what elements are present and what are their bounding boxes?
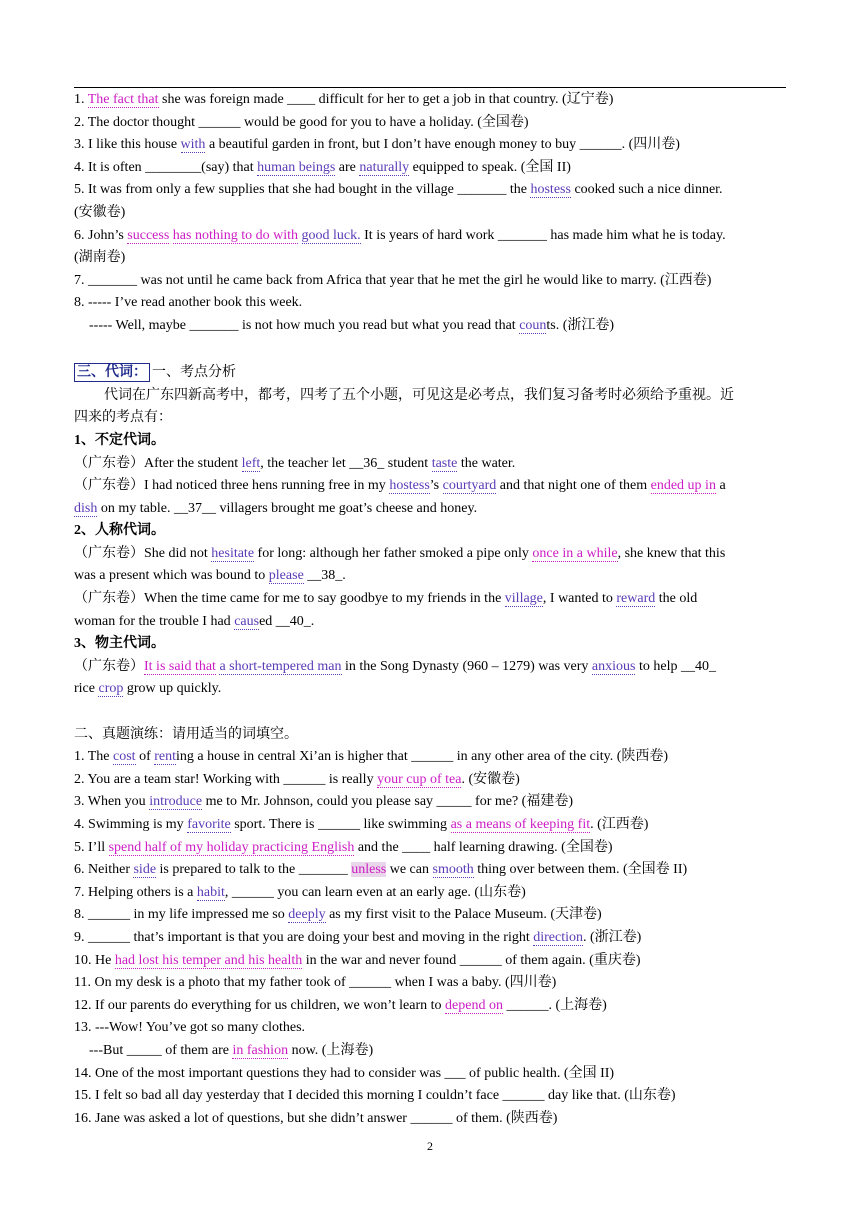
text-line <box>74 179 790 202</box>
text-line <box>74 746 790 769</box>
header-rule <box>74 87 786 88</box>
page-number: 2 <box>427 1139 433 1153</box>
line-text: to help __40_ <box>635 658 716 674</box>
highlighted-phrase: spend half of my holiday practicing English <box>108 839 355 855</box>
highlighted-phrase: in fashion <box>232 1042 289 1058</box>
highlighted-word: hostess <box>389 478 430 494</box>
highlighted-phrase: The fact that <box>87 92 159 107</box>
text-line <box>74 1108 790 1131</box>
highlighted-word: courtyard <box>442 478 497 494</box>
line-text: (安徽卷) <box>74 204 126 220</box>
line-text: ed __40_. <box>259 613 315 629</box>
highlighted-word: a short-tempered man <box>219 658 342 674</box>
line-text: （广东卷） <box>74 658 144 674</box>
line-text: in the war and never found ______ of them again. (重庆卷) <box>302 952 641 968</box>
text-line <box>74 498 790 521</box>
line-text: on my table. __37__ villagers brought me goat’s cheese and honey. <box>97 500 478 516</box>
highlighted-word: cost <box>113 749 136 765</box>
text-line <box>74 89 790 112</box>
highlighted-word: caus <box>234 613 260 629</box>
line-text: 8. ----- I’ve read another book this week. <box>74 295 303 311</box>
text-line <box>74 407 790 430</box>
highlighted-phrase: It is said that <box>144 658 216 674</box>
line-text: 15. I felt so bad all day yesterday that I decided this morning I couldn’t face ______ day like that. (山东卷) <box>74 1088 676 1104</box>
line-text: was a present which was bound to <box>74 568 269 584</box>
text-line <box>74 927 790 950</box>
shaded-word: unless <box>351 862 387 878</box>
section-heading-box: 三、代词： <box>74 363 150 382</box>
subheading-text: 2、人称代词。 <box>74 523 165 539</box>
line-text: are <box>335 159 360 175</box>
text-line <box>74 882 790 905</box>
line-text: the water. <box>457 455 516 471</box>
line-text: woman for the trouble I had <box>74 613 235 629</box>
line-text: 7. _______ was not until he came back from Africa that year that he met the girl he would like to marry. (江西卷) <box>74 272 712 288</box>
blank-line <box>74 701 790 724</box>
line-text: ts. (浙江卷) <box>546 317 615 333</box>
line-text: , she knew that this <box>617 545 726 561</box>
line-text: 4. It is often ________(say) that <box>74 159 258 175</box>
highlighted-word: favorite <box>187 817 231 832</box>
text-line <box>74 1040 790 1063</box>
line-text: thing over between them. (全国卷 II) <box>473 862 688 878</box>
line-text: a beautiful garden in front, but I don’t have enough money to buy ______. (四川卷) <box>205 137 680 153</box>
text-line <box>74 837 790 860</box>
text-line <box>74 724 790 747</box>
line-text: , the teacher let __36_ student <box>260 455 432 471</box>
line-text: 1. <box>74 92 88 107</box>
text-line <box>74 565 790 588</box>
text-line <box>74 315 790 338</box>
text-line <box>74 225 790 248</box>
line-text: 6. John’s <box>74 227 128 243</box>
highlighted-phrase: as a means of keeping fit <box>450 817 591 832</box>
text-line <box>74 134 790 157</box>
line-text: a <box>715 478 726 494</box>
line-text: . (江西卷) <box>590 817 649 832</box>
text-line <box>74 270 790 293</box>
line-text: grow up quickly. <box>123 681 222 697</box>
line-text: 1. The <box>74 749 114 765</box>
line-text: ing a house in central Xi’an is higher that ______ in any other area of the city. (陕西卷) <box>176 749 669 765</box>
line-text: 16. Jane was asked a lot of questions, but she didn’t answer ______ of them. (陕西卷) <box>74 1110 558 1126</box>
highlighted-word: naturally <box>359 159 410 175</box>
highlighted-word: deeply <box>288 907 326 923</box>
line-text: （广东卷）She did not <box>74 545 212 561</box>
line-text: for long: although her father smoked a pipe only <box>254 545 533 561</box>
line-text: 10. He <box>74 952 115 968</box>
line-text: we can <box>386 862 433 878</box>
text-body <box>74 89 790 1130</box>
highlighted-phrase: success <box>127 227 170 243</box>
text-line <box>74 157 790 180</box>
highlighted-word: hesitate <box>211 545 255 561</box>
line-text: now. (上海卷) <box>288 1042 374 1058</box>
line-text: . (安徽卷) <box>461 771 520 787</box>
line-text: 二、真题演练：请用适当的词填空。 <box>74 726 298 742</box>
text-line <box>74 859 790 882</box>
text-line <box>74 904 790 927</box>
line-text: 2. You are a team star! Working with ______ is really <box>74 771 378 787</box>
line-text: 9. ______ that’s important is that you are doing your best and moving in the right <box>74 929 534 945</box>
highlighted-word: left <box>241 455 261 471</box>
line-text: rice <box>74 681 99 697</box>
line-text: (湖南卷) <box>74 250 126 266</box>
text-line <box>74 950 790 973</box>
subheading-text: 3、物主代词。 <box>74 636 165 652</box>
line-text: 一、考点分析 <box>152 365 236 381</box>
line-text: 3. I like this house <box>74 137 181 153</box>
line-text: is prepared to talk to the _______ <box>156 862 352 878</box>
highlighted-word: village <box>504 591 543 607</box>
highlighted-word: hostess <box>530 182 571 198</box>
line-text: 12. If our parents do everything for us children, we won’t learn to <box>74 997 446 1013</box>
highlighted-word: good luck. <box>301 227 361 243</box>
text-line <box>74 453 790 476</box>
line-text: ______. (上海卷) <box>502 997 607 1013</box>
line-text: 14. One of the most important questions they had to consider was ___ of public health. (全国 II) <box>74 1065 615 1081</box>
line-text: the old <box>655 591 698 607</box>
text-line <box>74 588 790 611</box>
line-text: . (浙江卷) <box>582 929 642 945</box>
text-line <box>74 112 790 135</box>
line-text: of <box>135 749 155 765</box>
text-line <box>74 678 790 701</box>
highlighted-word: dish <box>74 500 98 516</box>
highlighted-phrase: has nothing to do with <box>172 227 299 243</box>
line-text: , ______ you can learn even at an early age. (山东卷) <box>224 884 526 900</box>
blank-line <box>74 338 790 361</box>
line-text: （广东卷）I had noticed three hens running free in my <box>74 478 390 494</box>
highlighted-phrase: had lost his temper and his health <box>114 952 303 968</box>
text-line <box>74 611 790 634</box>
highlighted-word: direction <box>533 929 583 945</box>
highlighted-phrase: ended up in <box>650 478 716 494</box>
highlighted-word: habit <box>196 884 225 900</box>
line-text: as my first visit to the Palace Museum. (天津卷) <box>325 907 602 923</box>
highlighted-phrase: depend on <box>445 997 503 1013</box>
text-line <box>74 656 790 679</box>
text-line <box>74 995 790 1018</box>
line-text <box>298 228 302 243</box>
text-line <box>74 247 790 270</box>
highlighted-word: crop <box>98 681 124 697</box>
line-text: , I wanted to <box>542 591 617 607</box>
line-text: 6. Neither <box>74 862 134 878</box>
line-text: she was foreign made ____ difficult for her to get a job in that country. (辽宁卷) <box>158 92 614 107</box>
line-text: me to Mr. Johnson, could you please say _____ for me? (福建卷) <box>202 794 574 810</box>
highlighted-word: human beings <box>257 159 336 175</box>
highlighted-phrase: your cup of tea <box>377 771 462 787</box>
text-line <box>74 385 790 408</box>
highlighted-word: smooth <box>432 862 474 878</box>
highlighted-word: anxious <box>591 658 636 674</box>
subheading-text: 1、不定代词。 <box>74 432 165 448</box>
line-text: sport. There is ______ like swimming <box>230 817 451 832</box>
line-text: 5. It was from only a few supplies that she had bought in the village _______ the <box>74 182 531 198</box>
line-text: 3. When you <box>74 794 150 810</box>
text-line <box>74 362 790 385</box>
line-text: 11. On my desk is a photo that my father took of ______ when I was a baby. (四川卷) <box>74 975 557 991</box>
line-text: 4. Swimming is my <box>74 817 188 832</box>
text-line <box>74 475 790 498</box>
line-text: （广东卷）After the student <box>74 455 242 471</box>
line-text: 13. ---Wow! You’ve got so many clothes. <box>74 1020 306 1036</box>
text-line <box>74 1063 790 1086</box>
text-line <box>74 543 790 566</box>
highlighted-word: introduce <box>149 794 203 810</box>
line-text: 2. The doctor thought ______ would be good for you to have a holiday. (全国卷) <box>74 114 529 130</box>
line-text: 5. I’ll <box>74 839 109 855</box>
line-text: ----- Well, maybe _______ is not how much you read but what you read that <box>89 317 520 333</box>
text-line <box>74 202 790 225</box>
line-text: and that night one of them <box>496 478 651 494</box>
line-text: 代词在广东四新高考中，都考，四考了五个小题，可见这是必考点，我们复习备考时必须给予重视。近 <box>104 387 734 403</box>
line-text: cooked such a nice dinner. <box>570 182 723 198</box>
line-text: equipped to speak. (全国 II) <box>409 159 571 175</box>
text-line <box>74 972 790 995</box>
highlighted-phrase: once in a while <box>532 545 618 561</box>
text-line <box>74 633 790 656</box>
line-text: 7. Helping others is a <box>74 884 197 900</box>
text-line <box>74 769 790 792</box>
line-text: ’s <box>429 478 443 494</box>
text-line <box>74 520 790 543</box>
highlighted-word: with <box>180 137 206 153</box>
text-line <box>74 791 790 814</box>
text-line <box>74 1017 790 1040</box>
line-text: 四来的考点有： <box>74 410 172 426</box>
highlighted-word: reward <box>616 591 656 607</box>
line-text: in the Song Dynasty (960 – 1279) was very <box>341 658 592 674</box>
text-line <box>74 430 790 453</box>
highlighted-word: side <box>133 862 157 878</box>
line-text: 8. ______ in my life impressed me so <box>74 907 289 923</box>
text-line <box>74 814 790 837</box>
line-text: （广东卷）When the time came for me to say goodbye to my friends in the <box>74 591 505 607</box>
line-text: ---But _____ of them are <box>89 1042 233 1058</box>
highlighted-word: please <box>268 568 304 584</box>
text-line <box>74 1085 790 1108</box>
highlighted-word: coun <box>519 317 547 333</box>
highlighted-word: taste <box>431 455 458 471</box>
line-text: and the ____ half learning drawing. (全国卷) <box>354 839 613 855</box>
line-text: __38_. <box>303 568 346 584</box>
text-line <box>74 292 790 315</box>
highlighted-word: rent <box>154 749 177 765</box>
line-text: It is years of hard work _______ has made him what he is today. <box>360 227 726 243</box>
